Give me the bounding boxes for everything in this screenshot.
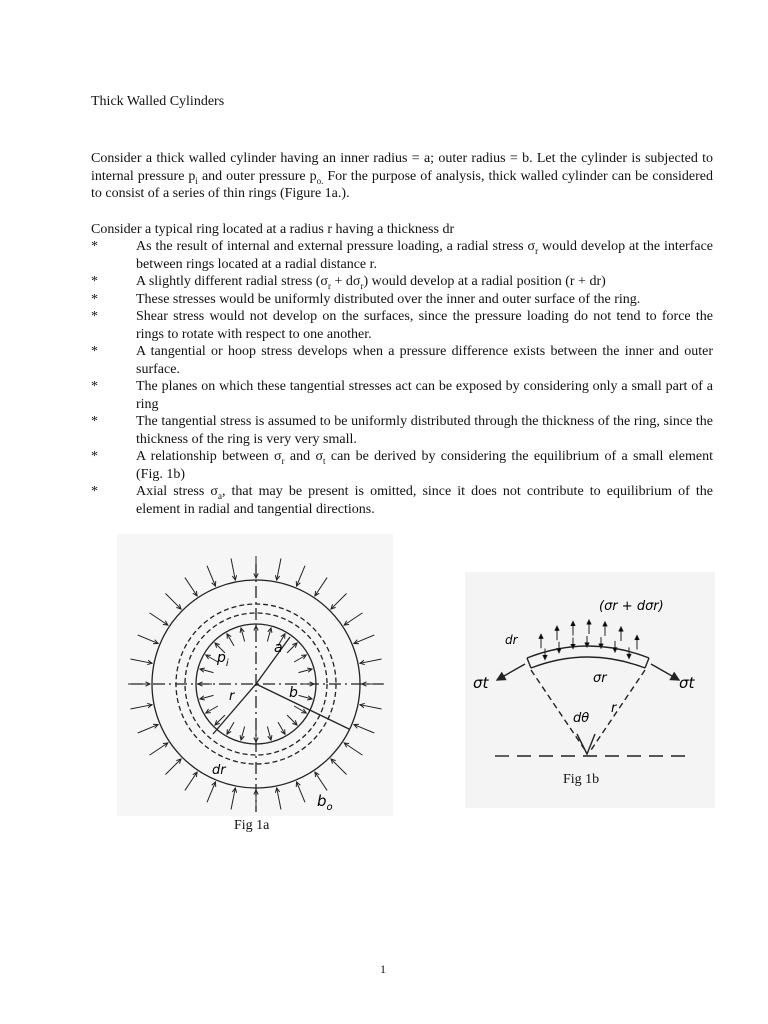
bullet-star: * [91,344,98,359]
internal-pressure-arrow [287,643,297,653]
label-pi: $p_i$ [217,650,229,669]
bullet-star: * [91,309,98,324]
bullet-star: * [91,274,98,289]
external-pressure-arrow [354,635,374,643]
bullet-text [136,484,713,517]
page-number: 1 [380,962,386,976]
text-run: Consider a thick walled cylinder having an inner radius = a; outer radius = b. Let the cylinder is subjected to internal pressure p [91,151,713,184]
text-run: Consider a typical ring located at a radius r having a thickness dr [91,222,455,237]
list-item [91,378,713,413]
subscript: t [323,455,326,466]
external-pressure-arrow [331,759,347,775]
list-item [91,413,713,448]
text-run: A tangential or hoop stress develops when a pressure difference exists between the inner and outer surface. [136,344,713,377]
list-item [91,291,713,309]
external-pressure-arrow [185,772,197,790]
dtheta-wedge [577,734,595,754]
text-run: + dσ [330,274,361,289]
inner-radial-arrow-head [613,647,617,652]
external-pressure-arrow [207,566,215,586]
text-run: and outer pressure p [197,168,317,184]
list-item [91,483,713,518]
text-run: Shear stress would not develop on the surfaces, since the pressure loading do not tend to force the rings to rotate with respect to one another. [136,309,713,342]
external-pressure-arrow [138,635,158,643]
bullet-star: * [91,379,98,394]
sigma-t-right-arrow [651,664,679,680]
internal-pressure-arrow [287,715,297,725]
text-run: The tangential stress is assumed to be uniformly distributed through the thickness of the ring, since the thickness of the ring is very very small. [136,414,713,447]
label-r: r [611,701,617,716]
external-pressure-arrow [315,772,327,790]
bullet-text [136,309,713,342]
bullet-star: * [91,414,98,429]
list-item [91,448,713,483]
subscript: r [327,280,331,291]
external-pressure-arrow [297,566,305,586]
text-run: Axial stress σ [136,484,218,499]
external-pressure-arrow [150,743,168,755]
subscript: o. [316,175,324,186]
label-r: r [229,689,235,704]
external-pressure-arrow [331,593,347,609]
external-pressure-arrow [165,759,181,775]
label-sigma-r: σr [593,671,607,686]
internal-pressure-arrow [215,715,225,725]
intro-paragraph [91,150,713,203]
inner-radial-arrow-head [571,644,575,649]
figure-1a-caption: Fig 1a [234,818,270,833]
inner-radial-arrow-head [627,654,631,659]
page-title: Thick Walled Cylinders [91,94,225,109]
figure-1b-caption: Fig 1b [563,772,600,787]
label-dr: dr [212,763,226,778]
label-dtheta: dθ [573,711,590,726]
inner-radial-arrow-head [543,655,547,660]
external-pressure-arrow [297,782,305,802]
radius-r-line [213,684,256,734]
bullet-star: * [91,291,98,307]
radius-a-line [256,637,290,684]
label-sigma-r-plus-dsigma: (σr + dσr) [599,599,664,614]
external-pressure-arrow [150,613,168,625]
figure-1a [117,534,393,816]
inner-radial-arrow-head [557,648,561,653]
external-pressure-arrow [344,613,362,625]
external-pressure-arrow [138,725,158,733]
outer-radial-arrow-head [539,634,543,639]
subscript: r [535,245,539,256]
label-po: $b_o$ [317,792,333,813]
outer-radial-arrow-head [619,627,623,632]
subscript: a [217,490,222,501]
sigma-t-left-arrow [497,664,525,680]
text-run: would develop at the interface between rings located at a radial distance r. [136,239,713,272]
bullet-text [136,292,640,307]
text-run: These stresses would be uniformly distributed over the inner and outer surface of the ring. [136,291,641,307]
external-pressure-arrow [207,782,215,802]
external-pressure-arrow [315,578,327,596]
text-run: can be derived by considering the equilibrium of a small element (Fig. 1b) [136,449,714,482]
external-pressure-arrow [185,578,197,596]
inner-radial-arrow-head [599,644,603,649]
text-run: ) would develop at a radial position (r + dr) [363,274,606,289]
outer-radial-arrow-head [555,626,559,631]
external-pressure-arrow [165,593,181,609]
bullet-star: * [91,484,98,499]
text-run: and σ [284,449,324,464]
text-run: As the result of internal and external pressure loading, a radial stress σ [136,239,536,254]
subscript: r [281,455,285,466]
element-inner-arc [531,657,645,668]
label-sigma-t-right: σt [679,674,695,692]
outer-radial-arrow-head [571,621,575,626]
list-item [91,343,713,378]
label-a: a [274,640,283,656]
text-run: The planes on which these tangential stresses act can be exposed by considering only a small part of a ring [136,379,713,412]
ring-paragraph [91,221,713,239]
list-item [91,273,713,291]
external-pressure-arrow [354,725,374,733]
text-run: For the purpose of analysis, thick walled cylinder can be considered to consist of a series of thin rings (Figure 1a.). [91,168,713,201]
inner-radial-stress-arrows [543,636,631,660]
bullet-text [136,414,713,447]
subscript: r [360,280,364,291]
list-item [91,238,713,273]
bullet-star: * [91,239,98,254]
bullet-text [136,379,713,412]
outer-radial-arrow-head [587,620,591,625]
bullet-star: * [91,449,98,464]
radial-line-left [531,670,585,750]
cylinder-diagram [117,534,393,816]
subscript: i [195,175,198,186]
bullet-text [136,449,713,482]
outer-radial-stress-arrows [539,620,639,649]
outer-radial-arrow-head [603,622,607,627]
label-dr: dr [505,633,518,647]
bullet-text [136,274,606,289]
label-sigma-t-left: σt [473,674,489,692]
outer-radial-arrow-head [635,635,639,640]
bullet-text [136,344,713,377]
label-b: b [289,685,298,701]
external-pressure-arrow [344,743,362,755]
list-item [91,308,713,343]
text-run: A slightly different radial stress (σ [136,274,328,289]
assumption-list [91,238,713,518]
text-run: A relationship between σ [136,449,282,464]
text-run: , that may be present is omitted, since it does not contribute to equilibrium of the element in radial and tangential directions. [136,484,714,517]
bullet-text [136,239,713,272]
